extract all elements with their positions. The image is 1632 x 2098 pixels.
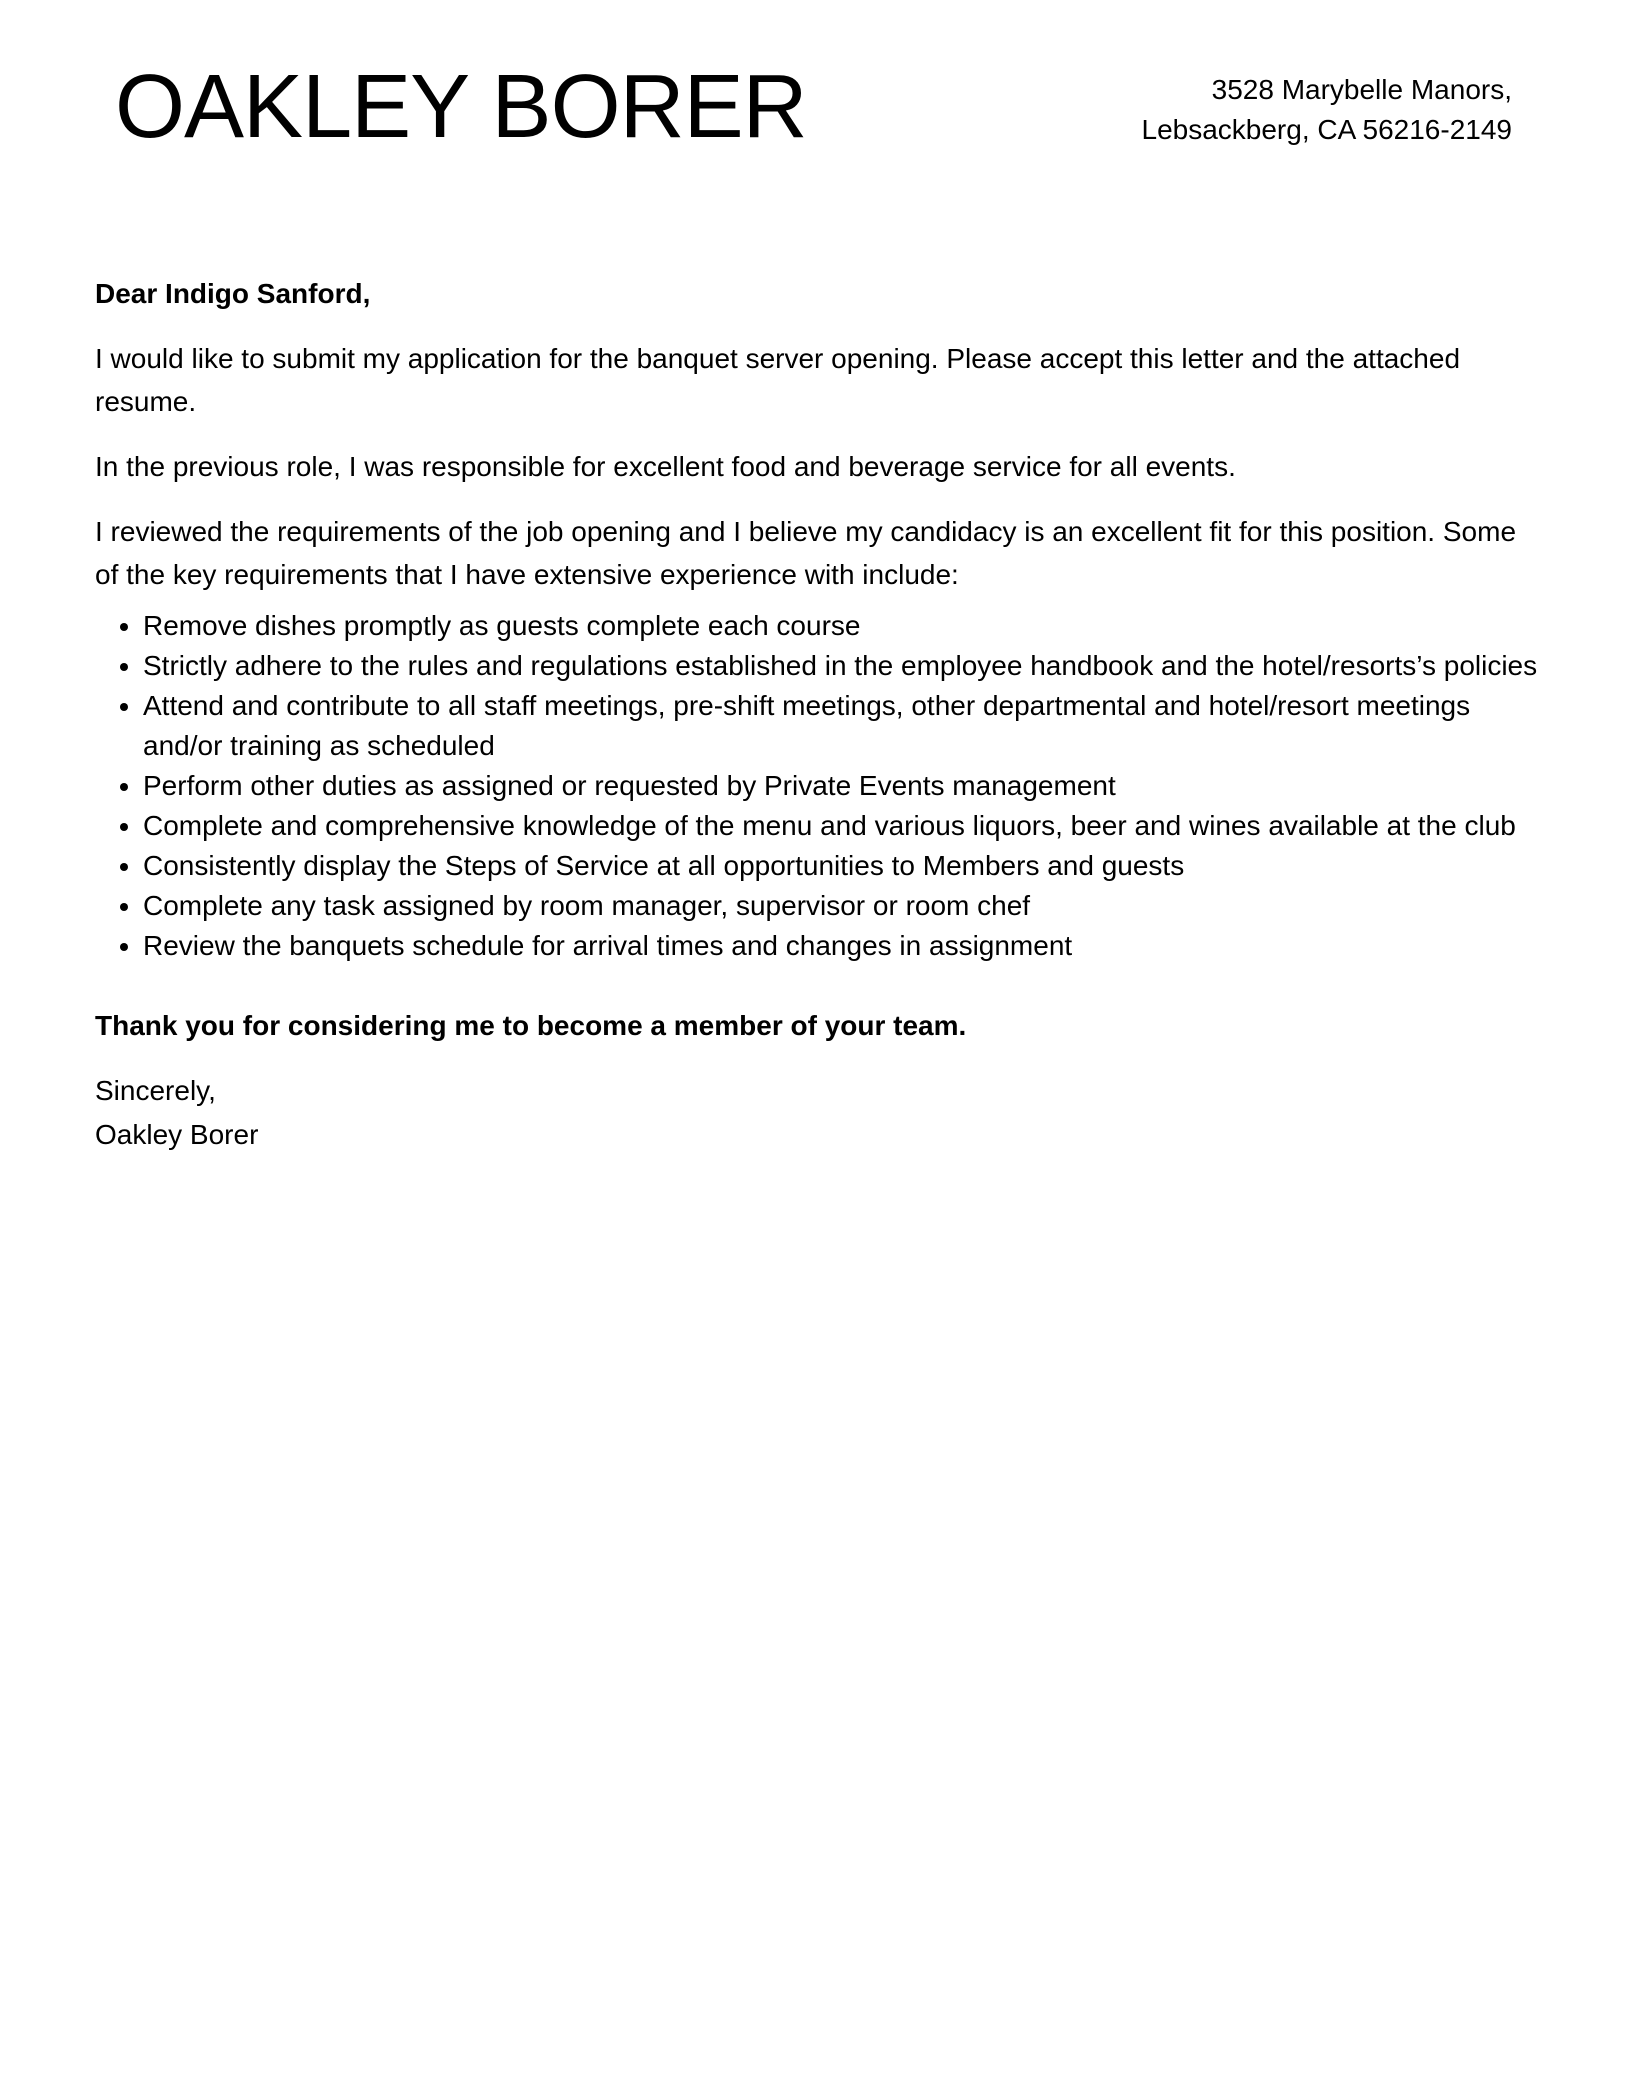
list-item: • Complete any task assigned by room manager, supervisor or room chef — [143, 886, 1545, 926]
address-line-2: Lebsackberg, CA 56216-2149 — [1141, 114, 1512, 145]
closing — [95, 1069, 1545, 1157]
list-item: • Attend and contribute to all staff meetings, pre-shift meetings, other departmental and hotel/resort meetings and/or training as scheduled — [143, 686, 1545, 766]
list-item: • Perform other duties as assigned or requested by Private Events management — [143, 766, 1545, 806]
list-item: • Remove dishes promptly as guests complete each course — [143, 606, 1545, 646]
paragraph: I reviewed the requirements of the job opening and I believe my candidacy is an excellent fit for this position. Some of the key requirements that I have extensive experience with include: — [95, 516, 1517, 590]
thank-you-line: Thank you for considering me to become a member of your team. — [95, 1010, 967, 1041]
list-item: • Complete and comprehensive knowledge of the menu and various liquors, beer and wines available at the club — [143, 806, 1545, 846]
paragraph: I would like to submit my application for the banquet server opening. Please accept this letter and the attached resume. — [95, 343, 1461, 417]
paragraph: In the previous role, I was responsible for excellent food and beverage service for all events. — [95, 451, 1236, 482]
list-item: • Review the banquets schedule for arrival times and changes in assignment — [143, 926, 1545, 966]
requirements-list — [95, 606, 1545, 966]
address-block — [1142, 70, 1513, 150]
list-item: • Strictly adhere to the rules and regulations established in the employee handbook and the hotel/resorts’s policies — [143, 646, 1545, 686]
signature: Oakley Borer — [95, 1119, 259, 1150]
applicant-name: OAKLEY BORER — [115, 57, 807, 157]
list-item: • Consistently display the Steps of Service at all opportunities to Members and guests — [143, 846, 1545, 886]
signoff: Sincerely, — [95, 1075, 216, 1106]
salutation: Dear Indigo Sanford, — [95, 278, 371, 309]
letter-body — [95, 272, 1545, 1157]
address-line-1: 3528 Marybelle Manors, — [1211, 74, 1512, 105]
